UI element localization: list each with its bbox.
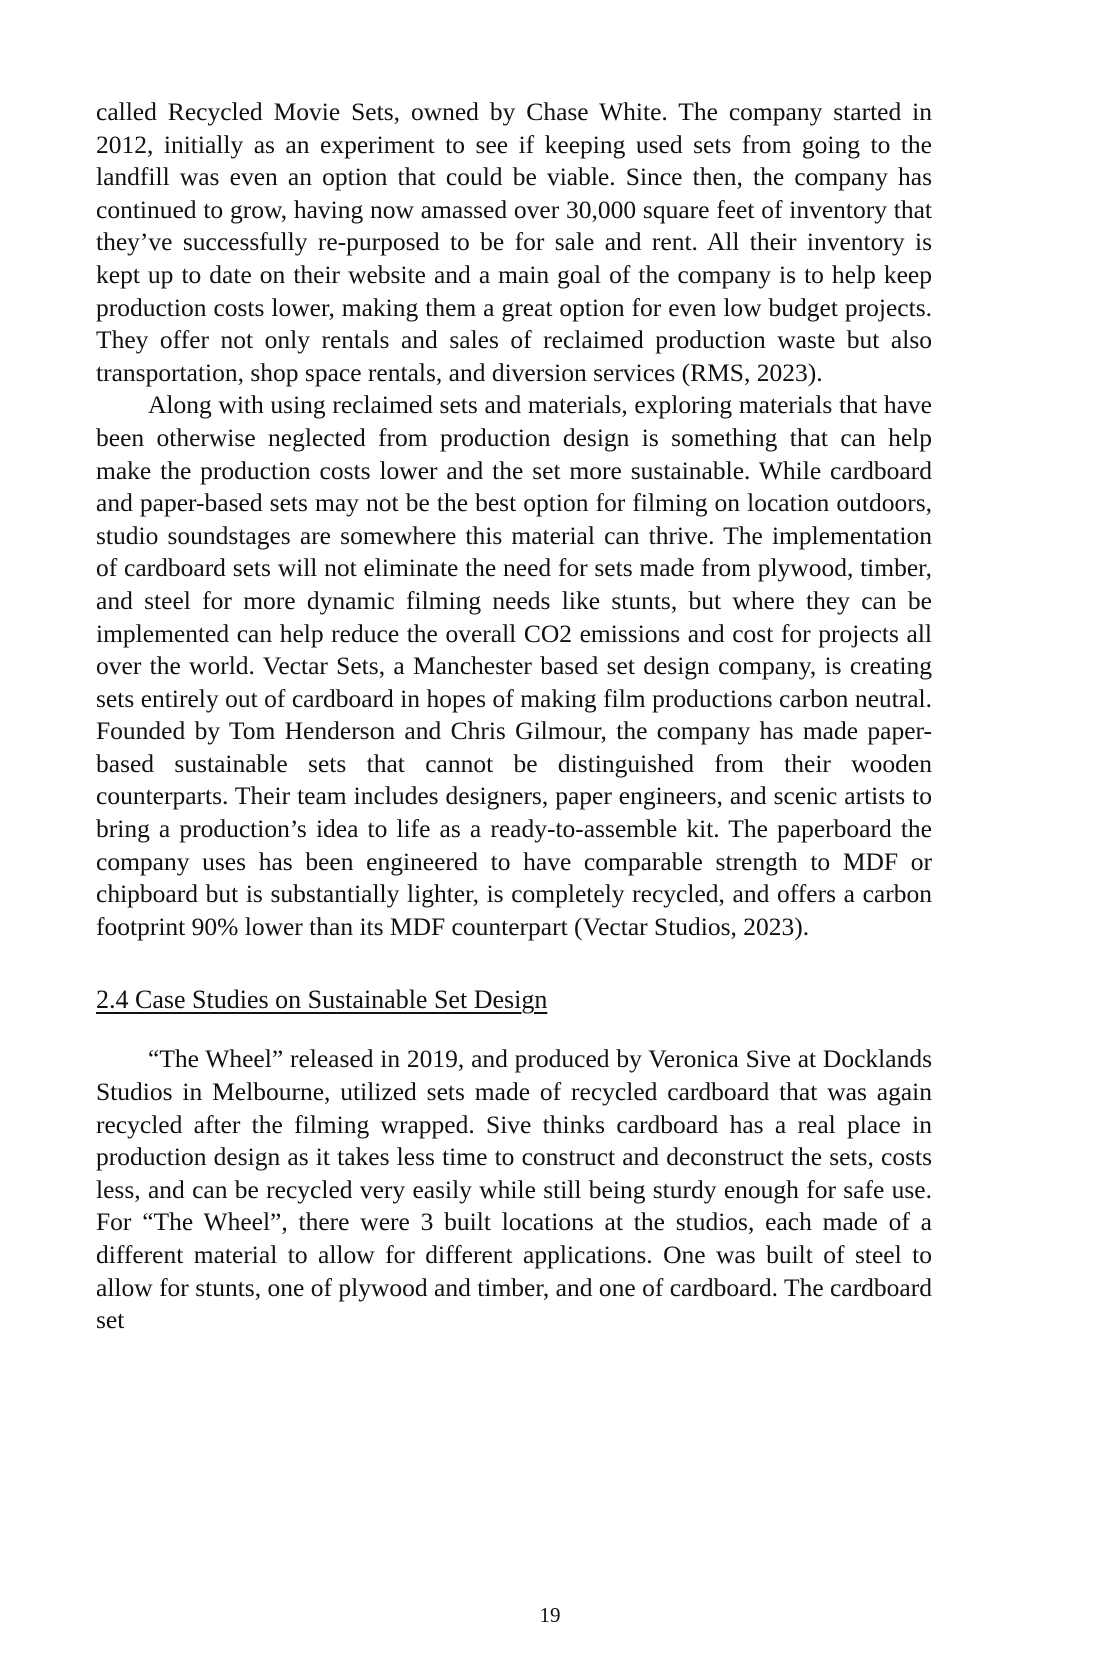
paragraph-2: Along with using reclaimed sets and materials, exploring materials that have been otherwise neglected from production design is something that can help make the production costs lower and the set more sustainable. While cardboard and paper-based sets may not be the best option for filming on location outdoors, studio soundstages are somewhere this material can thrive. The implementation of cardboard sets will not eliminate the need for sets made from plywood, timber, and steel for more dynamic filming needs like stunts, but where they can be implemented can help reduce the overall CO2 emissions and cost for projects all over the world. Vectar Sets, a Manchester based set design company, is creating sets entirely out of cardboard in hopes of making film productions carbon neutral. Founded by Tom Henderson and Chris Gilmour, the company has made paper-based sustainable sets that cannot be distinguished from their wooden counterparts. Their team includes designers, paper engineers, and scenic artists to bring a production’s idea to life as a ready-to-assemble kit. The paperboard the company uses has been engineered to have comparable strength to MDF or chipboard but is substantially lighter, is completely recycled, and offers a carbon footprint 90% lower than its MDF counterpart (Vectar Studios, 2023). (96, 390, 932, 941)
paragraph-3: “The Wheel” released in 2019, and produced by Veronica Sive at Docklands Studios in Melbourne, utilized sets made of recycled cardboard that was again recycled after the filming wrapped. Sive thinks cardboard has a real place in production design as it takes less time to construct and deconstruct the sets, costs less, and can be recycled very easily while still being sturdy enough for safe use. For “The Wheel”, there were 3 built locations at the studios, each made of a different material to allow for different applications. One was built of steel to allow for stunts, one of plywood and timber, and one of cardboard. The cardboard set (96, 1044, 932, 1335)
heading-spacer (96, 1017, 932, 1043)
section-heading: 2.4 Case Studies on Sustainable Set Design (96, 985, 548, 1015)
page-number: 19 (539, 1603, 561, 1627)
paragraph-1: called Recycled Movie Sets, owned by Chase White. The company started in 2012, initially as an experiment to see if keeping used sets from going to the landfill was even an option that could be viable. Since then, the company has continued to grow, having now amassed over 30,000 square feet of inventory that they’ve successfully re-purposed to be for sale and rent. All their inventory is kept up to date on their website and a main goal of the company is to help keep production costs lower, making them a great option for even low budget projects. They offer not only rentals and sales of reclaimed production waste but also transportation, shop space rentals, and diversion services (RMS, 2023). (96, 97, 932, 387)
page-content (96, 96, 932, 1337)
